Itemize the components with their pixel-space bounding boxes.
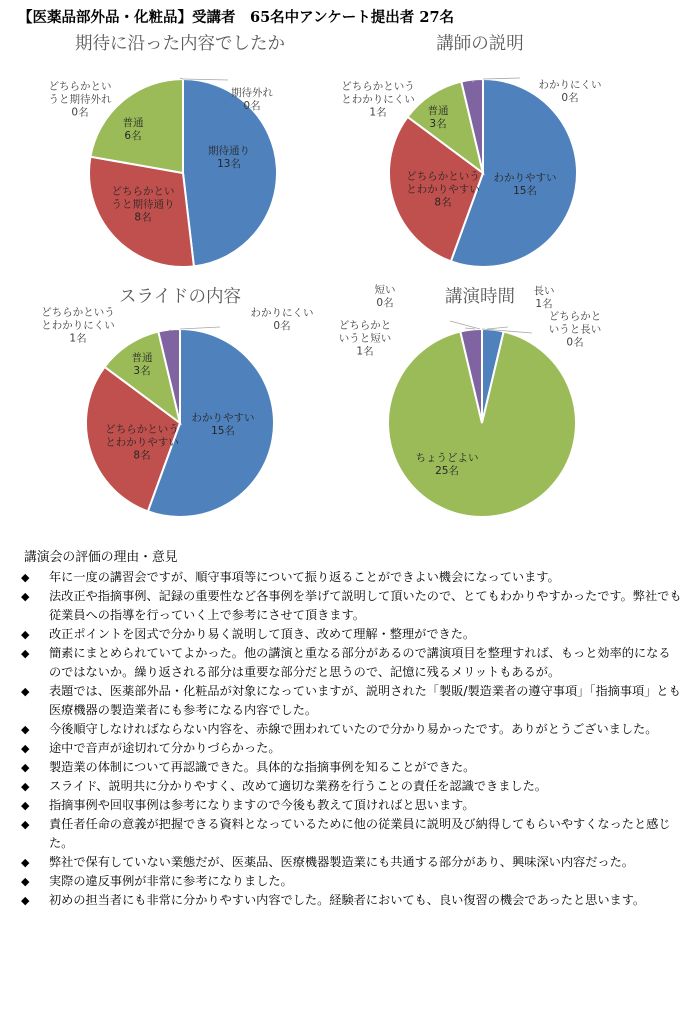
page-header: 【医薬品部外品・化粧品】受講者 65名中アンケート提出者 27名 bbox=[18, 9, 455, 26]
slice-label-name: どちらかと いうと長い bbox=[548, 310, 602, 336]
pie-chart-slide-content bbox=[20, 283, 340, 523]
slice-label bbox=[49, 81, 112, 120]
slice-label bbox=[416, 452, 479, 478]
slice-label-name: 普通 bbox=[122, 117, 144, 129]
slice-label-count: 1名 bbox=[369, 106, 387, 119]
comment-item bbox=[18, 872, 682, 891]
chart-title: 講師の説明 bbox=[436, 34, 524, 54]
diamond-bullet-icon: ◆ bbox=[21, 799, 30, 812]
diamond-bullet-icon: ◆ bbox=[21, 761, 30, 774]
pie-svg bbox=[320, 30, 640, 270]
slice-label-count: 3名 bbox=[429, 118, 447, 130]
slice-label bbox=[534, 285, 555, 311]
comment-item bbox=[18, 796, 682, 815]
slice-label-count: 0名 bbox=[561, 92, 579, 104]
comment-text: 指摘事例や回収事例は参考になりますので今後も教えて頂ければと思います。 bbox=[49, 798, 475, 812]
slice-label bbox=[539, 79, 602, 105]
slice-label-name: わかりにくい bbox=[250, 307, 314, 319]
slice-label bbox=[123, 117, 144, 143]
comment-item bbox=[18, 758, 682, 777]
comment-item bbox=[18, 587, 682, 625]
pie-chart-lecture-duration bbox=[320, 283, 640, 523]
diamond-bullet-icon: ◆ bbox=[21, 780, 30, 793]
chart-title: スライドの内容 bbox=[119, 287, 241, 307]
slice-label-count: 1名 bbox=[535, 298, 553, 310]
diamond-bullet-icon: ◆ bbox=[21, 856, 30, 869]
comment-item bbox=[18, 891, 682, 910]
leader-line bbox=[465, 328, 475, 329]
slice-label-count: 25名 bbox=[435, 465, 459, 477]
slice-label-count: 3名 bbox=[133, 365, 151, 377]
slice-label bbox=[251, 307, 314, 333]
slice-label-name: 普通 bbox=[427, 105, 449, 117]
comment-item bbox=[18, 853, 682, 872]
comment-item bbox=[18, 644, 682, 682]
comment-text: 今後順守しなければならない内容を、赤線で囲われていたので分かり易かったです。ありがとうございました。 bbox=[49, 722, 658, 736]
pie-svg bbox=[20, 30, 340, 270]
pie-chart-lecturer-explanation bbox=[320, 30, 640, 270]
slice-label-count: 6名 bbox=[124, 130, 142, 142]
slice-label bbox=[208, 145, 250, 171]
diamond-bullet-icon: ◆ bbox=[21, 647, 30, 660]
slice-label bbox=[375, 284, 396, 310]
comment-item bbox=[18, 568, 682, 587]
comment-text: 責任者任命の意義が把握できる資料となっているために他の従業員に説明及び納得してもらいやすくなったと感じた。 bbox=[49, 817, 671, 850]
slice-label-count: 15名 bbox=[513, 185, 537, 197]
slice-label-name: どちらかとい うと期待外れ bbox=[48, 80, 112, 106]
diamond-bullet-icon: ◆ bbox=[21, 571, 30, 584]
comment-list bbox=[18, 568, 682, 910]
slice-label-name: わかりにくい bbox=[538, 79, 602, 91]
leader-line bbox=[487, 327, 508, 329]
slice-label-name: ちょうどよい bbox=[415, 452, 479, 464]
slice-label-count: 0名 bbox=[71, 106, 89, 119]
slice-label-count: 0名 bbox=[243, 100, 261, 112]
slice-label-count: 8名 bbox=[134, 211, 152, 224]
slice-label-name: どちらかという とわかりにくい bbox=[41, 306, 115, 332]
diamond-bullet-icon: ◆ bbox=[21, 685, 30, 698]
comment-text: 簡素にまとめられていてよかった。他の講演と重なる部分があるので講演項目を整理すれば、もっと効率的になるのではないか。繰り返される部分は重要な部分だと思うので、記憶に残るメリットもあるが。 bbox=[49, 646, 671, 679]
slice-label bbox=[132, 352, 153, 378]
pie-chart-expectation bbox=[20, 30, 340, 270]
slice-label bbox=[41, 307, 115, 346]
slice-label-name: わかりやすい bbox=[493, 172, 557, 184]
slice-label-count: 0名 bbox=[376, 297, 394, 309]
comment-text: 実際の違反事例が非常に参考になりました。 bbox=[49, 874, 293, 888]
slice-label bbox=[192, 412, 255, 438]
comments-title: 講演会の評価の理由・意見 bbox=[24, 550, 178, 565]
slice-label-name: どちらかと いうと短い bbox=[338, 319, 392, 345]
comment-item bbox=[18, 739, 682, 758]
slice-label-count: 1名 bbox=[356, 345, 374, 358]
slice-label bbox=[339, 320, 392, 359]
slice-label-count: 8名 bbox=[133, 449, 151, 462]
slice-label-name: どちらかという とわかりやすい bbox=[105, 423, 179, 449]
diamond-bullet-icon: ◆ bbox=[21, 818, 30, 831]
slice-label-name: どちらかという とわかりやすい bbox=[406, 170, 480, 196]
leader-line bbox=[180, 327, 220, 329]
slice-label-count: 0名 bbox=[273, 320, 291, 332]
slice-label-count: 1名 bbox=[69, 332, 87, 345]
chart-title: 講演時間 bbox=[445, 287, 515, 307]
slice-label bbox=[494, 172, 557, 198]
diamond-bullet-icon: ◆ bbox=[21, 723, 30, 736]
slice-label-name: 短い bbox=[374, 284, 396, 296]
leader-line bbox=[450, 321, 480, 329]
comment-text: スライド、説明共に分かりやすく、改めて適切な業務を行うことの責任を認識できました。 bbox=[49, 779, 547, 793]
slice-label-count: 15名 bbox=[211, 425, 235, 437]
slice-label-count: 0名 bbox=[566, 336, 584, 349]
slice-label-name: どちらかという とわかりにくい bbox=[341, 80, 415, 106]
slice-label-name: わかりやすい bbox=[191, 412, 255, 424]
comment-item bbox=[18, 815, 682, 853]
slice-label bbox=[112, 186, 175, 225]
diamond-bullet-icon: ◆ bbox=[21, 742, 30, 755]
slice-label bbox=[105, 424, 179, 463]
comment-text: 途中で音声が途切れて分かりづらかった。 bbox=[49, 741, 281, 755]
comment-item bbox=[18, 720, 682, 739]
comment-text: 弊社で保有していない業態だが、医薬品、医療機器製造業にも共通する部分があり、興味深い内容だった。 bbox=[49, 855, 634, 869]
comment-text: 年に一度の講習会ですが、順守事項等について振り返ることができよい機会になっています。 bbox=[49, 570, 560, 584]
comment-text: 表題では、医薬部外品・化粧品が対象になっていますが、説明された「製販/製造業者の遵守事項」「指摘事項」とも医療機器の製造業者にも参考になる内容でした。 bbox=[49, 684, 681, 717]
slice-label bbox=[428, 105, 449, 131]
slice-label bbox=[231, 87, 273, 113]
slice-label-name: どちらかとい うと期待通り bbox=[111, 185, 175, 211]
comment-text: 初めの担当者にも非常に分かりやすい内容でした。経験者においても、良い復習の機会であったと思います。 bbox=[49, 893, 646, 907]
diamond-bullet-icon: ◆ bbox=[21, 590, 30, 603]
comment-item bbox=[18, 682, 682, 720]
slice-label bbox=[406, 171, 480, 210]
comment-text: 改正ポイントを図式で分かり易く説明して頂き、改めて理解・整理ができた。 bbox=[49, 627, 476, 641]
comment-text: 製造業の体制について再認識できた。具体的な指摘事例を知ることができた。 bbox=[49, 760, 476, 774]
comment-item bbox=[18, 777, 682, 796]
chart-title: 期待に沿った内容でしたか bbox=[75, 34, 285, 54]
leader-line bbox=[483, 78, 520, 79]
diamond-bullet-icon: ◆ bbox=[21, 894, 30, 907]
slice-label bbox=[549, 311, 602, 350]
slice-label-name: 長い bbox=[533, 285, 555, 297]
diamond-bullet-icon: ◆ bbox=[21, 875, 30, 888]
slice-label-name: 普通 bbox=[131, 352, 153, 364]
comments-section bbox=[18, 548, 682, 910]
slice-label-name: 期待外れ bbox=[231, 87, 273, 99]
diamond-bullet-icon: ◆ bbox=[21, 628, 30, 641]
slice-label-name: 期待通り bbox=[208, 145, 250, 157]
slice-label-count: 13名 bbox=[217, 158, 241, 170]
slice-label bbox=[341, 81, 415, 120]
comment-item bbox=[18, 625, 682, 644]
slice-label-count: 8名 bbox=[434, 196, 452, 209]
comment-text: 法改正や指摘事例、記録の重要性など各事例を挙げて説明して頂いたので、とてもわかりやすかったです。弊社でも従業員への指導を行っていく上で参考にさせて頂きます。 bbox=[49, 589, 682, 622]
